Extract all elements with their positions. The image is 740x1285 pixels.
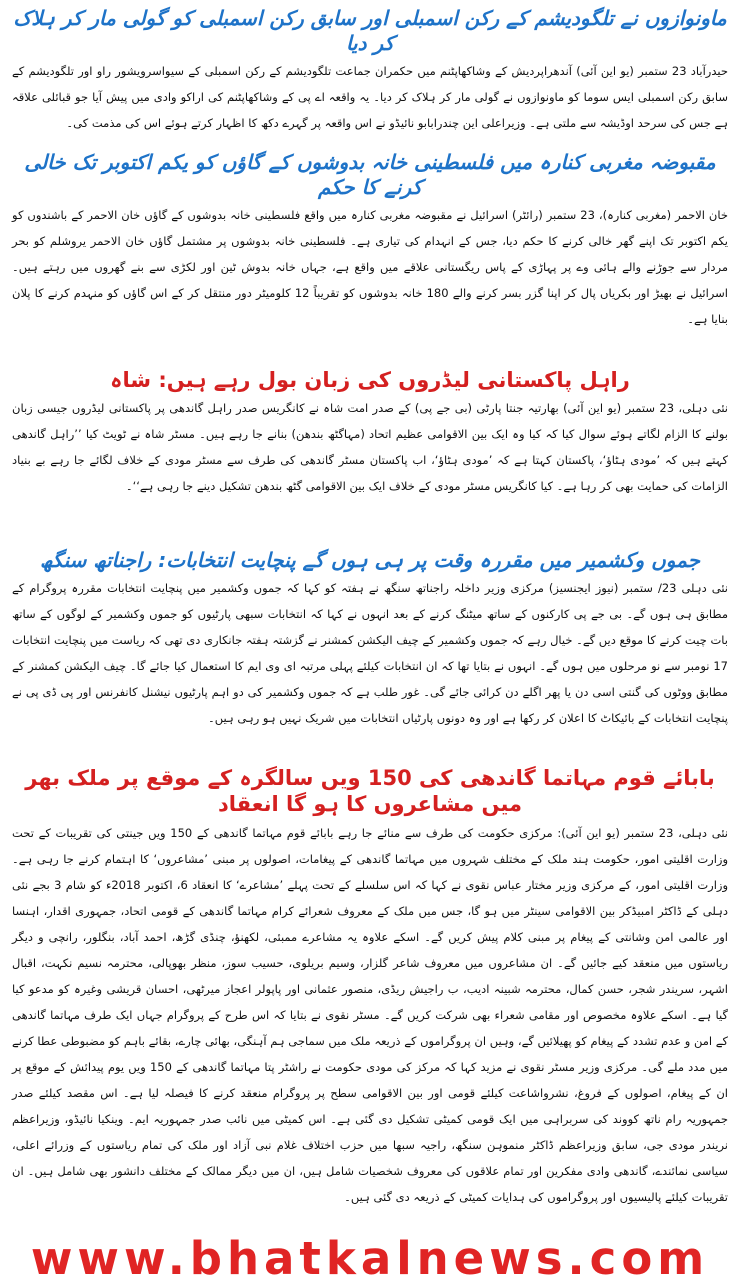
footer-banner [0, 1232, 740, 1285]
article-4-body: نئی دہلی 23/ ستمبر (نیوز ایجنسیز) مرکزی وزیر داخلہ راجناتھ سنگھ نے ہفتہ کو کہا کہ جموں وکشمیر میں پنچایت انتخابات مقررہ پروگرام کے مطابق ہی ہوں گے۔ بی جے پی کارکنوں کے ساتھ میٹنگ کرنے کے بعد انہوں نے کہا کہ انتخابات سبھی پارٹیوں کو جموں وکشمیر کے لوگوں کے ساتھ بات چیت کرنے کا موقع دیں گے۔ خیال رہے کہ جموں وکشمیر کے چیف الیکشن کمشنر نے گزشتہ ہفتہ جانکاری دی تھی کہ ریاست میں پنچایت انتخابات 17 نومبر سے نو مرحلوں میں ہوں گے۔ انہوں نے بتایا تھا کہ ان انتخابات کیلئے پہلی مرتبہ ای وی ایم کا استعمال کیا جائے گا۔ چیف الیکشن کمشنر کے مطابق ووٹوں کی گنتی اسی دن یا پھر اگلے دن کرائی جائے گی۔ غور طلب ہے کہ جموں وکشمیر کی دو اہم پارٹیوں نیشنل کانفرنس اور پی ڈی پی نے پنچایت انتخابات کے بائیکاٹ کا اعلان کر رکھا ہے اور وہ دونوں پارٹیاں انتخابات میں شریک نہیں ہو رہی ہیں۔ [12, 581, 728, 725]
article-1 [8, 6, 732, 136]
article-5-body: نئی دہلی، 23 ستمبر (یو این آئی): مرکزی حکومت کی طرف سے منائے جا رہے بابائے قوم مہاتما گاندھی کے 150 ویں جینتی کی تقریبات کے تحت وزارت اقلیتی امور، حکومت ہند ملک کے مختلف شہروں میں مہاتما گاندھی کے پیغامات، اصولوں پر مبنی ’مشاعروں‘ کا اہتمام کرنے جا رہی ہے۔ وزارت اقلیتی امور، کے مرکزی وزیر مختار عباس نقوی نے کہا کہ اس سلسلے کے تحت پہلے ’مشاعرے‘ کا انعقاد 6، اکتوبر 2018ء کو شام 3 بجے نئی دہلی کے ڈاکٹر امبیڈکر بین الاقوامی سینٹر میں ہو گا، جس میں ملک کے معروف شعرائے کرام مہاتما گاندھی کے قومی اتحاد، جمہوری اقدار، اہنسا اور عالمی امن وشانتی کے پیغام پر مبنی کلام پیش کریں گے۔ اسکے علاوہ یہ مشاعرے ممبئی، لکھنؤ، چنڈی گڑھ، احمد آباد، بنگلور، رانچی و دیگر ریاستوں میں منعقد کیے جائیں گے۔ ان مشاعروں میں معروف شاعر گلزار، وسیم بریلوی، حسیب سوز، منظر بھوپالی، محترمہ نسیم نکہت، اقبال اشہر، سریندر شجر، حسن کمال، محترمہ شبینہ ادیب، ب راجیش ریڈی، منصور عثمانی اور پاپولر اعجاز میرٹھی، احسان قریشی وغیرہ کو مدعو کیا گیا ہے۔ اسکے علاوہ مخصوص اور مقامی شعراء بھی شرکت کریں گے۔ مسٹر نقوی نے بتایا کہ اس طرح کے پروگرام جہاں ایک طرف مہاتما گاندھی کے امن و عدم تشدد کے پیغام کو پھیلائیں گے، وہیں ان پروگراموں کے ذریعہ ملک میں سماجی ہم آہنگی، بھائی چارے، بقائے باہم کو مضبوطی عطا کرنے میں مدد ملے گی۔ مرکزی وزیر مسٹر نقوی نے مزید کہا کہ مرکز کی مودی حکومت نے راشٹر پتا مہاتما گاندھی کے 150 ویں یوم پیدائش کے موقع پر ان کے پیغام، اصولوں کے فروغ، نشرواشاعت کیلئے قومی اور بین الاقوامی سطح پر پروگرام منعقد کرنے کا فیصلہ لیا ہے۔ اس مقصد کیلئے صدر جمہوریہ رام ناتھ کووند کی سربراہی میں ایک قومی کمیٹی تشکیل دی گئی ہے۔ اس کمیٹی میں نائب صدر جمہوریہ ایم۔ وینکیا نائیڈو، وزیراعظم نریندر مودی جی، سابق وزیراعظم ڈاکٹر منموہن سنگھ، راجیہ سبھا میں حزب اختلاف غلام نبی آزاد اور ملک کی تمام ریاستوں کے وزرائے اعلی، سیاسی نمائندے، گاندھی وادی مفکرین اور تمام علاقوں کی معروف شخصیات شامل ہیں، ان میں دیگر ممالک کے مختلف دانشور بھی شامل ہیں۔ ان تقریبات کیلئے پالیسیوں اور پروگراموں کی ہدایات کمیٹی کے ذریعہ دی گئی ہیں۔ [12, 825, 728, 1204]
article-5-headline: بابائے قوم مہاتما گاندھی کی 150 ویں سالگرہ کے موقع پر ملک بھر میں مشاعروں کا ہو گا انعقاد [25, 766, 715, 817]
article-3 [8, 367, 732, 499]
article-4 [8, 548, 732, 731]
article-1-headline: ماونوازوں نے تلگودیشم کے رکن اسمبلی اور سابق رکن اسمبلی کو گولی مار کر ہلاک کر دیا [13, 6, 727, 55]
article-2 [8, 150, 732, 332]
article-4-headline: جموں وکشمیر میں مقررہ وقت پر ہی ہوں گے پنچایت انتخابات: راجناتھ سنگھ [39, 548, 701, 572]
article-1-body: حیدرآباد 23 ستمبر (یو این آئی) آندھراپردیش کے وشاکھاپٹنم میں حکمران جماعت تلگودیشم کے رکن اسمبلی کے سیواسرویشور راو اور تلگودیشم کے سابق رکن اسمبلی ایس سوما کو ماونوازوں نے گولی مار کر ہلاک کر دیا۔ یہ واقعہ اے پی کے وشاکھاپٹنم کی اراکو وادی میں پیش آیا جو قبائلی علاقہ ہے جس کی سرحد اوڈیشہ سے ملتی ہے۔ وزیراعلی این چندرابابو نائیڈو نے اس واقعہ پر گہرے دکھ کا اظہار کرتے ہوئے اس کی مذمت کی۔ [12, 64, 728, 130]
article-2-body: خان الاحمر (مغربی کنارہ)، 23 ستمبر (رائٹر) اسرائیل نے مقبوضہ مغربی کنارہ میں واقع فلسطینی خانہ بدوشوں کے گاؤں خان الاحمر کے باشندوں کو یکم اکتوبر تک اپنے گھر خالی کرنے کا حکم دیا، جس کے انہدام کی تیاری ہے۔ فلسطینی خانہ بدوشوں پر مشتمل گاؤں خان الاحمر یروشلم کو بحر مردار سے جوڑنے والے ہائی وے پر پہاڑی کے پاس ریگستانی علاقے میں واقع ہے، جہاں خانہ بدوش ٹین اور لکڑی سے بنے گھروں میں رہتے ہیں۔ اسرائیل نے بھیڑ اور بکریاں پال کر اپنا گزر بسر کرنے والے 180 خانہ بدوشوں کو تقریباً 12 کلومیٹر دور منتقل کر کے اس گاؤں کو منہدم کرنے کا پلان بنایا ہے۔ [12, 208, 728, 326]
site-logo[interactable]: www.bhatkalnews.com [30, 1232, 710, 1285]
article-5 [8, 765, 732, 1210]
article-3-headline: راہل پاکستانی لیڈروں کی زبان بول رہے ہیں: شاہ [110, 368, 630, 392]
article-3-body: نئی دہلی، 23 ستمبر (یو این آئی) بھارتیہ جنتا پارٹی (بی جے پی) کے صدر امت شاہ نے کانگریس صدر راہل گاندھی پر پاکستانی لیڈروں جیسی زبان بولنے کا الزام لگاتے ہوئے سوال کیا کہ کیا وہ ایک بین الاقوامی عظیم اتحاد (مہاگٹھ بندھن) بنانے جا رہے ہیں۔ مسٹر شاہ نے ٹویٹ کیا ’’راہل گاندھی کہتے ہیں کہ ’مودی ہٹاؤ‘، پاکستان کہتا ہے کہ ’مودی ہٹاؤ‘، اب پاکستان مسٹر گاندھی کی طرف سے مسٹر مودی کے خلاف لگائے جا رہے بے بنیاد الزامات کی حمایت بھی کر رہا ہے۔ کیا کانگریس مسٹر مودی کے خلاف ایک بین الاقوامی گٹھ بندھن تشکیل دینے جا رہی ہے‘‘۔ [12, 401, 729, 494]
article-2-headline: مقبوضہ مغربی کنارہ میں فلسطینی خانہ بدوشوں کے گاؤں کو یکم اکتوبر تک خالی کرنے کا حکم [24, 150, 716, 199]
